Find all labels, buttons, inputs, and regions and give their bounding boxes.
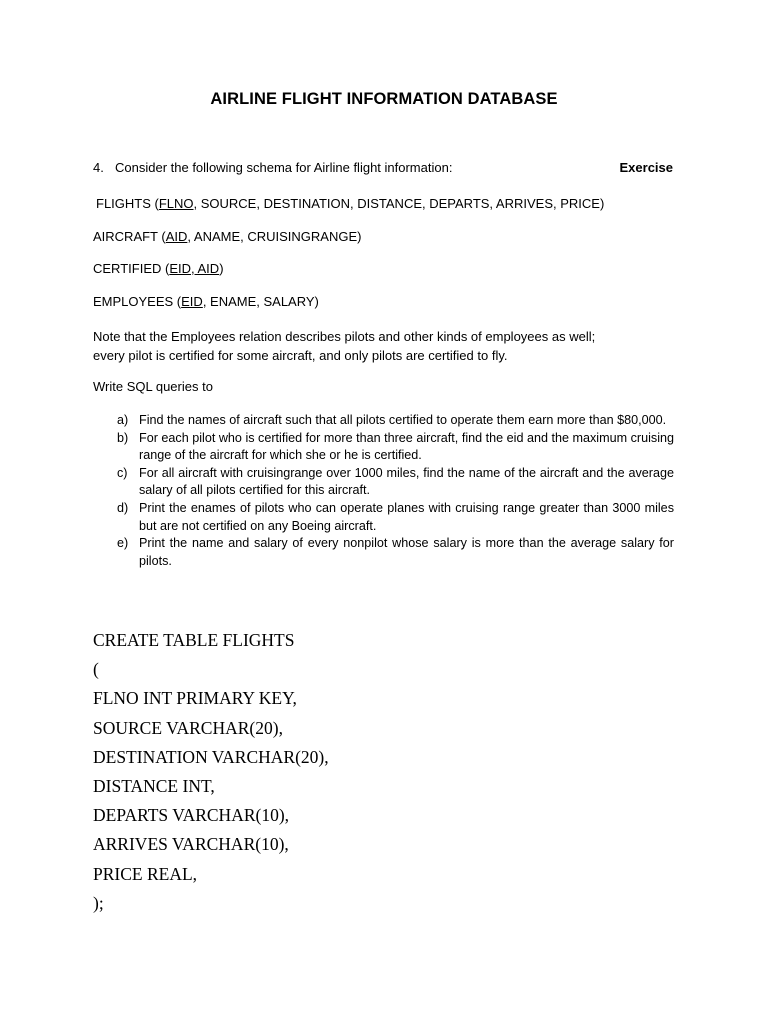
item-text: Print the enames of pilots who can operate planes with cruising range greater than 3000 miles but are not certified on any Boeing aircraft. <box>139 500 674 533</box>
write-sql-label: Write SQL queries to <box>93 379 213 394</box>
note-paragraph <box>93 327 683 365</box>
schema-employees <box>93 294 319 309</box>
exercise-tag: Exercise <box>619 160 673 175</box>
item-text: Find the names of aircraft such that all pilots certified to operate them earn more than $80,000. <box>139 413 667 427</box>
primary-key: FLNO <box>158 196 194 211</box>
relation-name: FLIGHTS ( <box>96 196 159 211</box>
item-text: For all aircraft with cruisingrange over 1000 miles, find the name of the aircraft and the average salary of all pilots certified for this aircraft. <box>139 465 674 498</box>
list-item <box>117 412 674 430</box>
note-line: Note that the Employees relation describes pilots and other kinds of employees as well; <box>93 329 596 344</box>
relation-attributes: ) <box>219 261 224 276</box>
relation-name: AIRCRAFT ( <box>93 229 166 244</box>
question-number: 4. <box>93 160 104 175</box>
list-item <box>117 430 674 465</box>
sql-line: FLNO INT PRIMARY KEY, <box>93 688 297 709</box>
item-label: d) <box>117 500 129 515</box>
sql-line: ( <box>93 659 99 680</box>
document-title: AIRLINE FLIGHT INFORMATION DATABASE <box>210 90 558 108</box>
relation-attributes: , ENAME, SALARY) <box>202 294 319 309</box>
list-item <box>117 500 674 535</box>
query-list <box>117 412 674 570</box>
relation-name: CERTIFIED ( <box>93 261 170 276</box>
list-item <box>117 535 674 570</box>
relation-name: EMPLOYEES ( <box>93 294 182 309</box>
item-label: e) <box>117 536 129 551</box>
relation-attributes: , SOURCE, DESTINATION, DISTANCE, DEPARTS, ARRIVES, PRICE) <box>193 196 605 211</box>
item-label: c) <box>117 465 128 480</box>
sql-line: DEPARTS VARCHAR(10), <box>93 805 290 826</box>
sql-line: DISTANCE INT, <box>93 775 215 796</box>
question-text: Consider the following schema for Airline flight information: <box>115 160 453 175</box>
sql-line: DESTINATION VARCHAR(20), <box>93 746 329 767</box>
question-line <box>93 160 673 175</box>
item-label: b) <box>117 430 129 445</box>
item-label: a) <box>117 413 129 427</box>
note-line: every pilot is certified for some aircraft, and only pilots are certified to fly. <box>93 348 508 363</box>
schema-flights <box>96 196 604 211</box>
sql-line: PRICE REAL, <box>93 863 198 884</box>
sql-line: CREATE TABLE FLIGHTS <box>93 630 295 650</box>
primary-key: EID <box>181 294 203 309</box>
list-item <box>117 465 674 500</box>
sql-line: SOURCE VARCHAR(20), <box>93 717 283 738</box>
relation-attributes: , ANAME, CRUISINGRANGE) <box>187 229 362 244</box>
primary-key: AID <box>165 229 188 244</box>
item-text: Print the name and salary of every nonpilot whose salary is more than the average salary for pilots. <box>139 536 674 568</box>
item-text: For each pilot who is certified for more than three aircraft, find the eid and the maximum cruising range of the aircraft for which she or he is certified. <box>139 430 674 463</box>
sql-line: ARRIVES VARCHAR(10), <box>93 834 289 855</box>
primary-key: EID, AID <box>169 261 220 276</box>
sql-line: ); <box>93 892 104 913</box>
schema-certified <box>93 261 224 276</box>
schema-aircraft <box>93 229 361 244</box>
sql-code-block <box>93 626 329 918</box>
